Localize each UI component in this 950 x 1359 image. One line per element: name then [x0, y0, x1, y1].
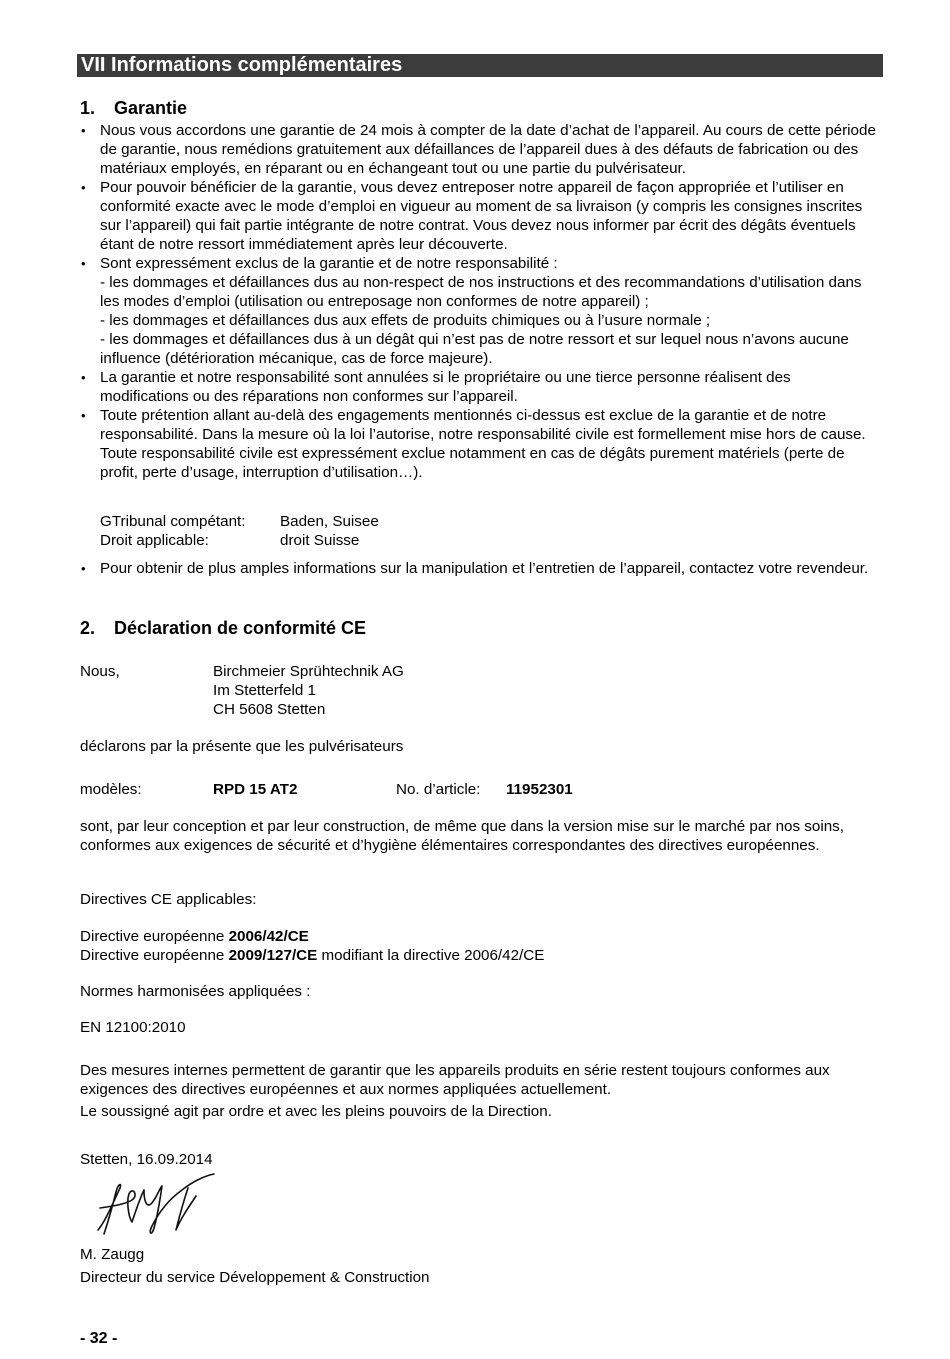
company-name: Birchmeier Sprühtechnik AG	[213, 663, 404, 680]
place-date: Stetten, 16.09.2014	[80, 1151, 213, 1168]
tribunal-value: Baden, Suisee	[280, 513, 379, 530]
directive-prefix: Directive européenne	[80, 928, 229, 945]
street-address: Im Stetterfeld 1	[213, 682, 316, 699]
droit-row	[100, 531, 379, 550]
directive-suffix: modifiant la directive 2006/42/CE	[317, 947, 545, 964]
signer-name: M. Zaugg	[80, 1246, 145, 1263]
list-item: • Pour obtenir de plus amples informations sur la manipulation et l’entretien de l’appareil, contactez votre revendeur.	[80, 559, 880, 578]
directive-prefix: Directive européenne	[80, 947, 229, 964]
directives-list	[80, 927, 880, 965]
info-bullet-list	[80, 559, 880, 578]
address-lines	[213, 662, 404, 719]
signer-role: Directeur du service Développement & Construction	[80, 1269, 430, 1286]
list-item: • La garantie et notre responsabilité sont annulées si le propriétaire ou une tierce personne réalisent des modifications ou des réparations non conformes sur l’appareil.	[80, 368, 880, 406]
tribunal-row	[100, 512, 379, 531]
list-item: • Nous vous accordons une garantie de 24 mois à compter de la date d’achat de l’appareil. Au cours de cette période de garantie, nous remédions gratuitement aux défaillances de l’appareil dues à des défauts de fabrication ou des matériaux employés, en réparant ou en échangeant tout ou une partie du pulvérisateur.	[80, 121, 880, 178]
model-value: RPD 15 AT2	[213, 781, 298, 798]
declaration-number: 2.	[80, 618, 96, 638]
article-value: 11952301	[506, 781, 573, 798]
exclusion-item: - les dommages et défaillances dus aux effets de produits chimiques ou à l’usure normale ;	[100, 312, 711, 329]
tribunal-label: GTribunal compétant:	[100, 513, 246, 530]
directive-line	[80, 946, 880, 965]
declaration-heading	[80, 617, 366, 639]
garantie-heading	[80, 97, 187, 119]
models-label: modèles:	[80, 781, 142, 798]
norme-value: EN 12100:2010	[80, 1019, 186, 1036]
normes-label: Normes harmonisées appliquées :	[80, 983, 311, 1000]
city-address: CH 5608 Stetten	[213, 701, 326, 718]
nous-label: Nous,	[80, 663, 120, 680]
directive-code: 2009/127/CE	[228, 947, 318, 964]
exclusion-item: - les dommages et défaillances dus à un dégât qui n’est pas de notre ressort et sur lequel nous n’avons aucune influence (détérioration mécanique, cas de force majeure).	[100, 331, 849, 367]
directive-line	[80, 927, 880, 946]
jurisdiction-table	[100, 512, 379, 550]
garantie-number: 1.	[80, 98, 96, 118]
directives-label: Directives CE applicables:	[80, 891, 257, 908]
droit-value: droit Suisse	[280, 532, 360, 549]
list-item: • Toute prétention allant au-delà des engagements mentionnés ci-dessus est exclue de la garantie et de notre responsabilité. Dans la mesure où la loi l’autorise, notre responsabilité civile est formellement mise hors de cause. Toute responsabilité civile est expressément exclue notamment en cas de dégâts purement matériels (perte de profit, perte d’usage, interruption d’utilisation…).	[80, 406, 880, 482]
garantie-title: Garantie	[114, 98, 188, 118]
internal-measures: Des mesures internes permettent de garantir que les appareils produits en série restent toujours conformes aux exigences des directives européennes et aux normes appliquées actuellement.	[80, 1062, 830, 1098]
exclusion-item: - les dommages et défaillances dus au non-respect de nos instructions et des recommandations d’utilisation dans les modes d’emploi (utilisation ou entreposage non conformes de notre appareil) ;	[100, 274, 862, 310]
droit-label: Droit applicable:	[100, 532, 209, 549]
exclusions-intro: • Sont expressément exclus de la garantie et de notre responsabilité :	[100, 255, 558, 272]
article-label: No. d’article:	[396, 781, 481, 798]
list-item: • Pour pouvoir bénéficier de la garantie, vous devez entreposer notre appareil de façon appropriée et l’utiliser en conformité exacte avec le mode d’emploi en vigueur au moment de sa livraison (y compris les consignes inscrites sur l’appareil) qui fait partie intégrante de notre contrat. Vous devez nous informer par écrit des dégâts éventuels étant de notre ressort immédiatement après leur découverte.	[80, 178, 880, 254]
directive-code: 2006/42/CE	[228, 928, 309, 945]
declaration-title: Déclaration de conformité CE	[114, 618, 367, 638]
authority-statement: Le soussigné agit par ordre et avec les pleins pouvoirs de la Direction.	[80, 1103, 552, 1120]
declaration-intro: déclarons par la présente que les pulvérisateurs	[80, 738, 404, 755]
garantie-bullet-list	[80, 121, 880, 482]
signature-image	[92, 1170, 218, 1242]
conformity-statement: sont, par leur conception et par leur construction, de même que dans la version mise sur le marché par nos soins, conformes aux exigences de sécurité et d’hygiène élémentaires correspondantes des directives européennes.	[80, 818, 844, 854]
section-banner: VII Informations complémentaires	[77, 54, 883, 77]
list-item	[80, 254, 880, 368]
page-number: - 32 -	[80, 1330, 118, 1347]
